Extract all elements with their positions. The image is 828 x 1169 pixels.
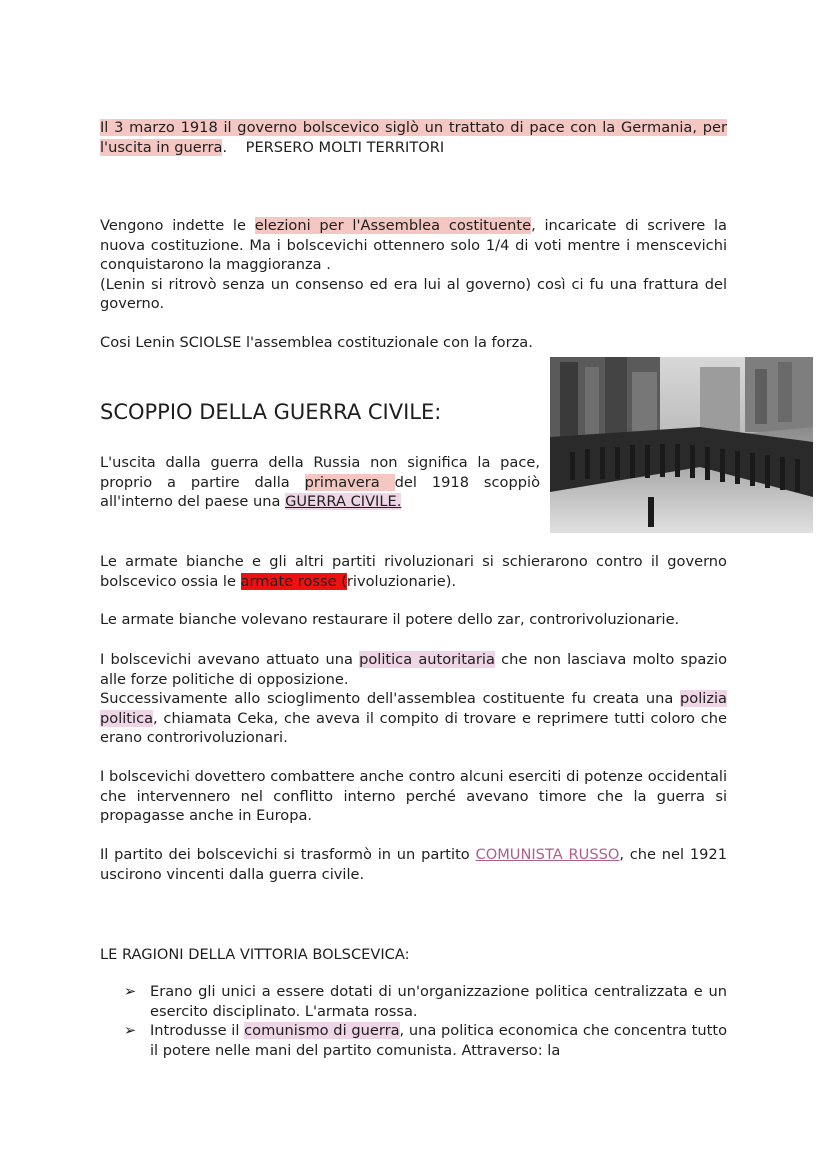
- elections-text-a: Vengono indette le: [100, 217, 255, 234]
- highlight-spring: primavera: [304, 473, 395, 491]
- paragraph-treaty: [100, 118, 727, 157]
- highlight-authoritarian: politica autoritaria: [359, 651, 495, 668]
- armies-text-a: Le armate bianche e gli altri partiti rivoluzionari si schierarono contro il governo bolscevico ossia le: [100, 553, 727, 590]
- paragraph-communist-party: [100, 845, 727, 884]
- treaty-note: PERSERO MOLTI TERRITORI: [245, 138, 445, 156]
- civil-war-text-a: L'uscita dalla guerra della Russia non significa la pace, proprio a partire dalla: [100, 454, 540, 491]
- party-text-a: Il partito dei bolscevichi si trasformò in un partito: [100, 846, 476, 863]
- parade-photo: [550, 357, 813, 533]
- paragraph-western-powers: I bolscevichi dovettero combattere anche contro alcuni eserciti di potenze occidentali che intervennero nel conflitto interno perché avevano timore che la guerra si propagasse anche in Europa.: [100, 768, 727, 825]
- list-item: [124, 982, 727, 1021]
- list-item: [124, 1021, 727, 1060]
- paragraph-elections: [100, 216, 727, 314]
- bullet-1-text: Erano gli unici a essere dotati di un'organizzazione politica centralizzata e un esercito disciplinato. L'armata rossa.: [150, 983, 727, 1020]
- underlined-civil-war: GUERRA CIVILE.: [285, 493, 402, 511]
- party-text-b: , che nel 1921 uscirono vincenti dalla guerra civile.: [100, 846, 727, 883]
- highlight-elections: elezioni per l'Assemblea costituente: [254, 217, 532, 234]
- highlight-police: polizia politica: [100, 690, 727, 727]
- auth-text-d: , chiamata Ceka, che aveva il compito di trovare e reprimere tutti coloro che erano controrivoluzionari.: [100, 709, 727, 747]
- link-communist-party[interactable]: COMUNISTA RUSSO: [475, 846, 620, 863]
- highlight-red-armies: armate rosse (: [240, 572, 347, 590]
- parade-photo-icon: [550, 357, 813, 533]
- paragraph-civil-war: [100, 453, 540, 512]
- reasons-heading: LE RAGIONI DELLA VITTORIA BOLSCEVICA:: [100, 946, 410, 963]
- auth-text-b: che non lasciava molto spazio alle forze politiche di opposizione.: [100, 651, 727, 688]
- elections-text-b: , incaricate di scrivere la nuova costituzione. Ma i bolscevichi ottennero solo 1/4 di voti mentre i menscevichi conquistarono la maggioranza .: [100, 217, 727, 274]
- auth-text-c: Successivamente allo scioglimento dell'assemblea costituente fu creata una: [100, 690, 681, 708]
- section-heading: SCOPPIO DELLA GUERRA CIVILE:: [100, 400, 442, 424]
- arrow-bullet-icon: ➢: [124, 983, 137, 1000]
- treaty-dot: .: [222, 138, 228, 156]
- bullet-2-text-a: Introdusse il: [150, 1022, 245, 1040]
- elections-text-c: (Lenin si ritrovò senza un consenso ed era lui al governo) così ci fu una frattura del governo.: [100, 275, 727, 313]
- paragraph-white-armies: Le armate bianche volevano restaurare il potere dello zar, controrivoluzionarie.: [100, 611, 680, 628]
- paragraph-lenin: Cosi Lenin SCIOLSE l'assemblea costituzionale con la forza.: [100, 334, 533, 351]
- auth-text-a: I bolscevichi avevano attuato una: [100, 651, 360, 668]
- paragraph-authoritarian: [100, 650, 727, 748]
- civil-war-text-b: del 1918 scoppiò all'interno del paese una: [100, 473, 540, 511]
- paragraph-armies: [100, 552, 727, 591]
- arrow-bullet-icon: ➢: [124, 1022, 137, 1040]
- highlight-war-communism: comunismo di guerra: [244, 1022, 400, 1040]
- highlight-treaty: Il 3 marzo 1918 il governo bolscevico siglò un trattato di pace con la Germania, per l'uscita in guerra: [100, 119, 727, 156]
- reasons-list: [124, 982, 727, 1060]
- bullet-2-text-b: , una politica economica che concentra tutto il potere nelle mani del partito comunista. Attraverso: la: [150, 1022, 728, 1059]
- armies-text-b: rivoluzionarie).: [346, 572, 457, 590]
